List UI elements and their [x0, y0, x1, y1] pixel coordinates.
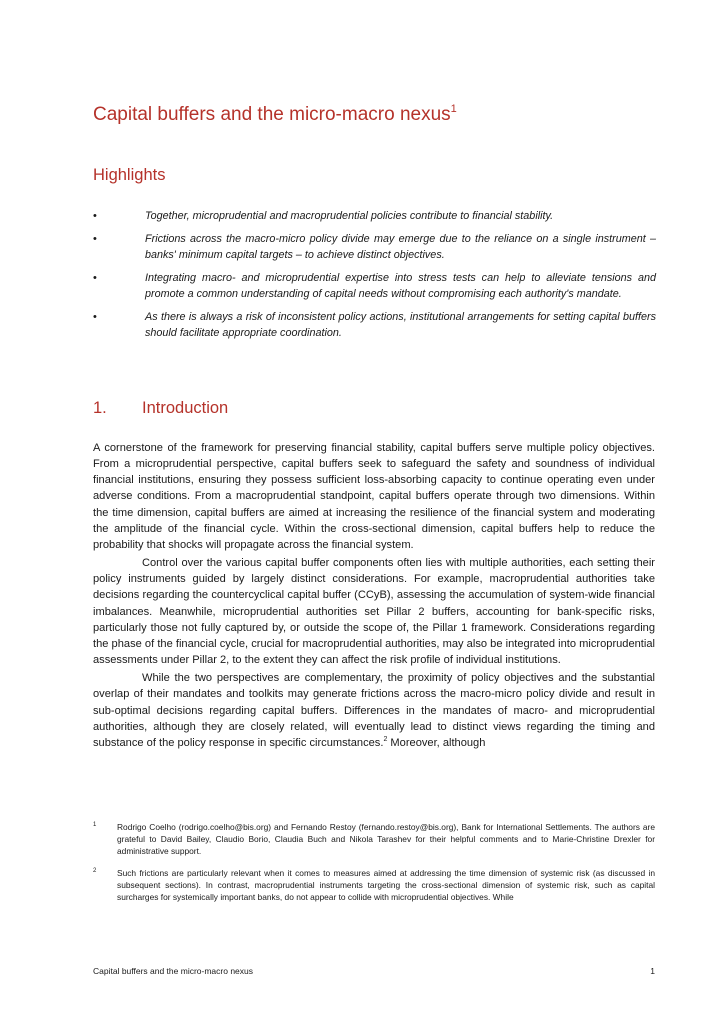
paragraph-1: A cornerstone of the framework for preserving financial stability, capital buffers serve multiple policy objectives. From a microprudential perspective, capital buffers seek to safeguard the safety and soundness of individual financial institutions, ensuring they possess sufficient loss-absorbing capacity to continue operating even under adverse conditions. From a macroprudential standpoint, capital buffers operate through two dimensions. Within the time dimension, capital buffers are aimed at increasing the resilience of the financial system and moderating the amplitude of the financial cycle. Within the cross-sectional dimension, capital buffers help to reduce the probability that shocks will propagate across the financial system. [93, 442, 655, 551]
bullet-icon: • [93, 272, 97, 284]
highlight-item [93, 309, 656, 341]
footnote-text: Such frictions are particularly relevant when it comes to measures aimed at addressing the time dimension of systemic risk (as discussed in subsequent sections). In contrast, macroprudential instruments targeting the cross-sectional dimension of systemic risk, such as capital surcharges for systemically important banks, do not appear to collide with microprudential objectives. While [117, 868, 655, 902]
footnote-1 [93, 821, 655, 857]
bullet-icon: • [93, 233, 97, 245]
introduction-body [93, 440, 655, 751]
footnote-number: 1 [93, 822, 97, 828]
section-title: Introduction [142, 399, 229, 417]
title-footnote-ref[interactable]: 1 [450, 103, 457, 115]
bullet-icon: • [93, 311, 97, 323]
paragraph-3-text: While the two perspectives are complementary, the proximity of policy objectives and the substantial overlap of their mandates and toolkits may generate frictions across the macro-micro policy divide and result in sub-optimal decisions regarding capital buffers. Differences in the mandates of macro- and microprudential authorities, although they are closely related, will eventually lead to distinct views regarding the timing and substance of the policy response in specific circumstances. [93, 672, 655, 749]
highlight-text: As there is always a risk of inconsistent policy actions, institutional arrangements for setting capital buffers should facilitate appropriate coordination. [145, 311, 656, 339]
highlights-list [93, 208, 656, 348]
paragraph-3 [93, 670, 655, 751]
section-number: 1. [93, 399, 107, 417]
highlight-text: Together, microprudential and macroprudential policies contribute to financial stability. [145, 210, 554, 222]
introduction-heading [93, 397, 228, 419]
document-title-text: Capital buffers and the micro-macro nexus [93, 104, 451, 125]
paragraph-2: Control over the various capital buffer components often lies with multiple authorities, each setting their policy instruments guided by largely distinct considerations. For example, macroprudential authorities take decisions regarding the countercyclical capital buffer (CCyB), assessing the accumulation of system-wide financial imbalances. Meanwhile, microprudential authorities set Pillar 2 buffers, accounting for bank-specific risks, particularly those not fully captured by, or outside the scope of, the Pillar 1 framework. Considerations regarding the phase of the financial cycle, crucial for macroprudential authorities, may also be integrated into microprudential assessments under Pillar 2, to the extent they can affect the risk profile of individual institutions. [93, 557, 655, 667]
highlight-item [93, 231, 656, 263]
footer-title: Capital buffers and the micro-macro nexus [93, 966, 254, 976]
highlight-item [93, 208, 656, 224]
document-title [93, 102, 653, 128]
paragraph-3-tail: Moreover, although [387, 736, 486, 749]
footnote-ref-2[interactable]: 2 [383, 735, 388, 743]
highlights-heading: Highlights [93, 166, 166, 184]
highlight-text: Frictions across the macro-micro policy divide may emerge due to the reliance on a single instrument – banks' minimum capital targets – to achieve distinct objectives. [145, 233, 656, 261]
footnotes [93, 821, 655, 913]
highlight-text: Integrating macro- and microprudential expertise into stress tests can help to alleviate tensions and promote a common understanding of capital needs without compromising each authority's mandate. [145, 272, 656, 300]
footnote-number: 2 [93, 868, 97, 874]
bullet-icon: • [93, 210, 97, 222]
page-number: 1 [650, 966, 655, 976]
highlight-item [93, 270, 656, 302]
footnote-2 [93, 867, 655, 903]
footnote-text: Rodrigo Coelho (rodrigo.coelho@bis.org) and Fernando Restoy (fernando.restoy@bis.org), Bank for International Settlements. The authors are grateful to David Bailey, Claudio Borio, Claudia Buch and Nikola Tarashev for their helpful comments and to Marie-Christine Drexler for administrative support. [117, 822, 655, 856]
